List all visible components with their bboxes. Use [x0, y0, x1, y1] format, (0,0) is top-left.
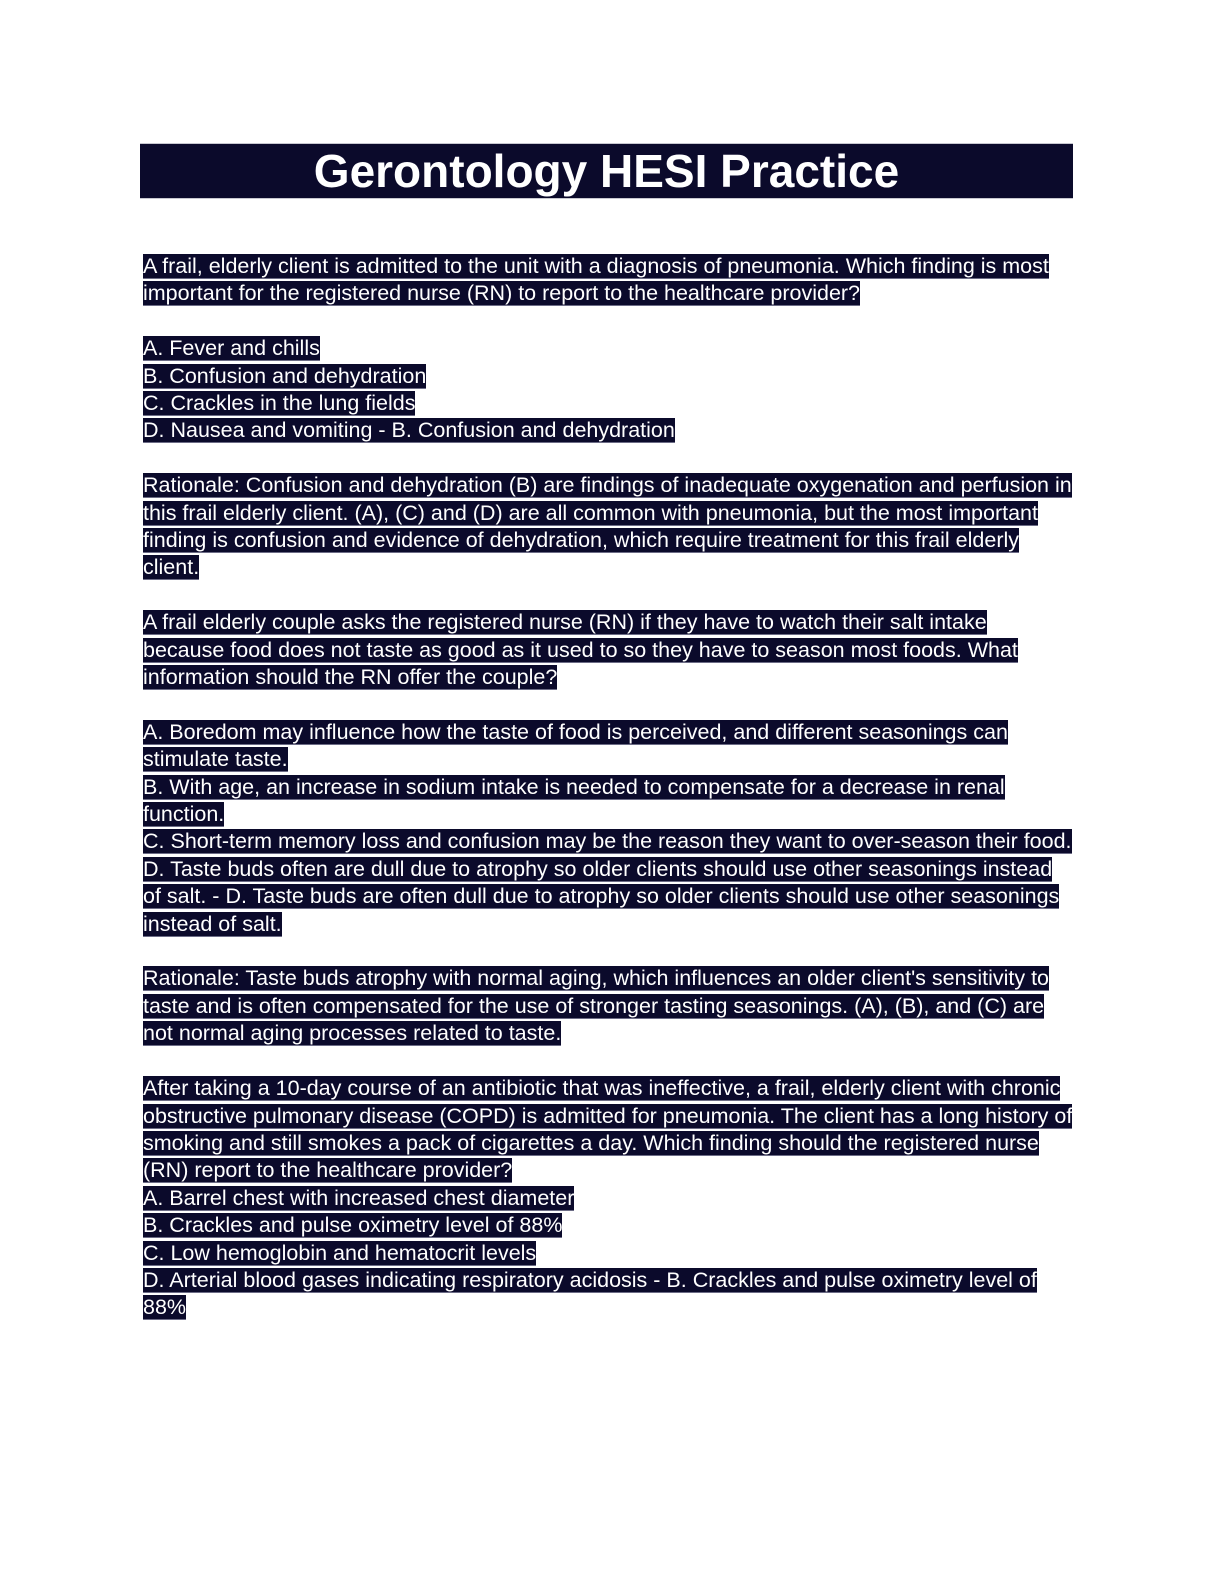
- question-3-options: [143, 1185, 1073, 1322]
- question-3-text: After taking a 10-day course of an antibiotic that was ineffective, a frail, elderly client with chronic obstructive pulmonary disease (COPD) is admitted for pneumonia. The client has a long history of smoking and still smokes a pack of cigarettes a day. Which finding should the registered nurse (RN) report to the healthcare provider?: [143, 1076, 1073, 1183]
- question-2-text: A frail elderly couple asks the registered nurse (RN) if they have to watch their salt intake because food does not taste as good as it used to so they have to season most foods. What information should the RN offer the couple?: [143, 610, 1018, 690]
- option-2d-answer: D. Taste buds often are dull due to atrophy so older clients should use other seasonings instead of salt. - D. Taste buds are often dull due to atrophy so older clients should use other seasonings instead of salt.: [143, 856, 1060, 936]
- document-title: Gerontology HESI Practice: [313, 145, 900, 197]
- option-3b: B. Crackles and pulse oximetry level of 88%: [143, 1213, 563, 1238]
- question-1-options: [143, 335, 1073, 445]
- document-body: [143, 253, 1073, 1349]
- option-3d-answer: D. Arterial blood gases indicating respiratory acidosis - B. Crackles and pulse oximetry level of 88%: [143, 1267, 1037, 1320]
- option-3a: A. Barrel chest with increased chest diameter: [143, 1185, 575, 1210]
- option-1b: B. Confusion and dehydration: [143, 363, 427, 388]
- question-2-options: [143, 719, 1073, 938]
- question-2: [143, 609, 1073, 691]
- rationale-1-text: Rationale: Confusion and dehydration (B) are findings of inadequate oxygenation and perfusion in this frail elderly client. (A), (C) and (D) are all common with pneumonia, but the most important finding is confusion and evidence of dehydration, which require treatment for this frail elderly client.: [143, 473, 1072, 580]
- option-1a: A. Fever and chills: [143, 336, 320, 361]
- question-2-rationale: [143, 965, 1073, 1047]
- option-1d-answer: D. Nausea and vomiting - B. Confusion and dehydration: [143, 418, 675, 443]
- option-3c: C. Low hemoglobin and hematocrit levels: [143, 1240, 537, 1265]
- option-2c: C. Short-term memory loss and confusion may be the reason they want to over-season their food.: [143, 829, 1072, 854]
- option-2a: A. Boredom may influence how the taste of food is perceived, and different seasonings can stimulate taste.: [143, 719, 1008, 772]
- question-1-text: A frail, elderly client is admitted to the unit with a diagnosis of pneumonia. Which finding is most important for the registered nurse (RN) to report to the healthcare provider?: [143, 254, 1049, 306]
- option-1c: C. Crackles in the lung fields: [143, 391, 416, 416]
- rationale-2-text: Rationale: Taste buds atrophy with normal aging, which influences an older client's sensitivity to taste and is often compensated for the use of stronger tasting seasonings. (A), (B), and (C) are not normal aging processes related to taste.: [143, 966, 1050, 1046]
- option-2b: B. With age, an increase in sodium intake is needed to compensate for a decrease in renal function.: [143, 774, 1005, 827]
- document-title-bar: [140, 143, 1073, 199]
- question-1-rationale: [143, 472, 1073, 582]
- question-1: [143, 253, 1073, 308]
- question-3: [143, 1075, 1073, 1185]
